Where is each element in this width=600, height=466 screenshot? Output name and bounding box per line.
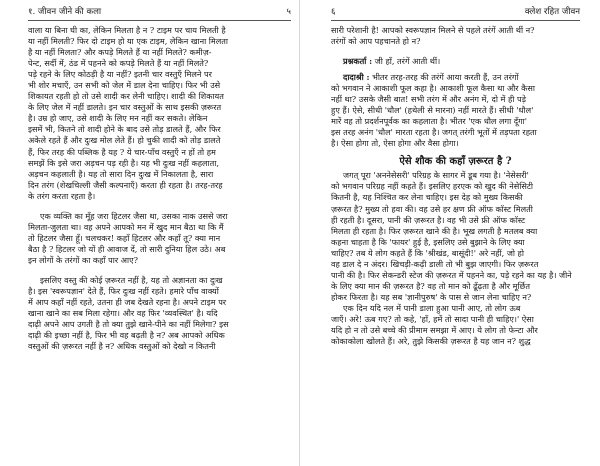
text-line: दाढ़ी की इच्छा नहीं है, फिर भी वह बढ़ती है न? अब आपको अधिक <box>28 330 225 341</box>
text-line: है या नहीं मिलता? और कपड़े मिलते हैं या नहीं मिलते? कमीज़- <box>28 47 212 58</box>
text-line: इसलिए वस्तु की कोई ज़रूरत नहीं है, यह तो अज्ञानता का दुःख <box>40 274 223 285</box>
text-line: पड़े रहने के लिए कोठड़ी है या नहीं? इतनी चार वस्तुएँ मिलने पर <box>28 69 212 80</box>
text-line: दाढ़ी अपने आप उगती है तो क्या तुझे खाने-पीने का नहीं मिलेगा? इस <box>28 319 229 330</box>
text-line: के लिए जेल में नहीं डालते। इन चार वस्तुओं के साथ इसकी ज़रूरत <box>28 102 222 113</box>
text-line: दिन तरंग (शेखचिल्ली जैसी कल्पनाएँ) करता ही रहता है। तरह-तरह <box>28 179 223 190</box>
text-line: हुए हैं। ऐसे, सीधी 'धौल' (हथेली से मारना) नहीं मारते हैं। सीधी 'धौल' <box>331 105 534 116</box>
text-line: है। ऐसा होगा तो, ऐसा होगा और वैसा होगा। <box>331 138 459 149</box>
text-line: के लिए क्या मान की ज़रूरत है? वह तो मान को ढूँढ़ता है और मूर्छित <box>331 280 530 291</box>
text-line: इन लोगों के तरंगों का कहाँ पार आए? <box>28 254 138 265</box>
text-line: कहना चाहता है कि 'फायर' हुई है, इसलिए उसे बुझाने के लिए क्या <box>331 236 525 247</box>
text-line: पेन्ट, सर्दी में, ठंड में पहनने को कपड़े मिलते हैं या नहीं मिलते? <box>28 58 209 69</box>
text-line: मिलता ही रहता है। फिर ज़रूरत खाने की है। भूख लगती है मतलब क्या <box>331 225 538 236</box>
answer-line <box>331 72 580 83</box>
right-paragraph-2 <box>331 83 580 149</box>
text-line: बैठा है ? हिटलर जो यों ही आवाज दें, तो सारी दुनिया हिल उठे। अब <box>28 243 226 254</box>
text-line: शिकायत रहती हो तो उसे शादी कर लेनी चाहिए। शादी की शिकायत <box>28 91 224 102</box>
text-line: भी शोर मचाएँ, उन सभी को जेल में डाल देना चाहिए। फिर भी उसे <box>28 80 221 91</box>
speaker-questioner: प्रश्नकर्ता : <box>343 56 373 67</box>
text-line: में आप कहाँ नहीं रहते, उतना ही जब देखते रहना है। अपने टाइम पर <box>28 297 227 308</box>
text-line: है। उम्र हो जाए, उसे शादी के लिए मन नहीं कर सकते। लेकिन <box>28 113 208 124</box>
text-line: तरंगों को आप पहचानते हो न? <box>331 36 421 47</box>
text-line: या नहीं मिलती? फिर दो टाइम हो या एक टाइम, लेकिन खाना मिलता <box>28 36 228 47</box>
text-line: अकेले रहते हैं और दुःख मोल लेते हैं। हो चुकी शादी को तोड़ डालते <box>28 135 221 146</box>
text-line: अड़चन कहलाती है। यह तो सारा दिन दुःख में निकालता है, सारा <box>28 168 214 179</box>
page-number: ६ <box>331 7 336 17</box>
text-line: कोकाकोला खोलते हैं। अरे, तुझे किसकी ज़रूरत है यह जान न? शुद्ध <box>331 336 531 347</box>
right-page <box>301 0 600 466</box>
left-page-header <box>28 6 291 21</box>
page-number: ५ <box>286 7 291 17</box>
text-line: मारें वह तो प्रदर्शनपूर्वक का कहलाता है। भीतर 'एक धौल लगा दूँगा' <box>331 116 528 127</box>
text-line: वाला या बिना घी का, लेकिन मिलता है न ? टाइम पर चाय मिलती है <box>28 25 226 35</box>
text-line: इसमें भी, कितने तो शादी होने के बाद उसे तोड़ डालते हैं, और फिर <box>28 124 221 135</box>
text-line: को भगवान ने आकाशी फूल कहा है। आकाशी फूल कैसा था और कैसा <box>331 83 536 94</box>
text-line: ही रहती है। दूसरा, पानी की ज़रूरत है। वह भी उसे फ्री ऑफ कॉस्ट <box>331 214 526 225</box>
text-line: जगत् पूरा 'अननेसेसरी' परिग्रह के सागर में डूब गया है। 'नेसेसरी' <box>343 170 529 181</box>
text-line: मिलता-जुलता था। वह अपने आपको मन में खुद मान बैठा था कि मैं <box>28 221 224 232</box>
chapter-title: १. जीवन जीने की कला <box>28 7 102 17</box>
right-paragraph-3 <box>331 170 580 347</box>
text-line: को भगवान परिग्रह नहीं कहते हैं। इसलिए हरएक को खुद की नेसेसिटी <box>331 181 534 192</box>
text-line: इस तरह अनंग 'धौल' मारता रहता है। जगत् तरंगी भूतों में तड़पता रहता <box>331 127 537 138</box>
text-line: वस्तुओं की ज़रूरत नहीं है न? अधिक वस्तुओं को देखो न कितनी <box>28 341 216 352</box>
left-paragraph-3 <box>28 275 291 352</box>
text-line: सारी परेशानी है! आपको स्वरूपज्ञान मिलने से पहले तरंगें आती थीं न? <box>331 25 535 35</box>
text-line: पानी की है। फिर सेकन्डरी स्टेज की ज़रूरत में पहनने का, पड़े रहने का यह है। जीने <box>331 269 572 280</box>
book-title: क्लेश रहित जीवन <box>524 7 580 17</box>
text-line: होकर फिरता है। यह सब 'ज्ञानीपुरुष' के पास से जान लेना चाहिए न? <box>331 291 532 302</box>
answer-text: भीतर तरह-तरह की तरंगें आया करती हैं, उन तरंगों <box>369 72 519 83</box>
right-page-header <box>331 6 580 21</box>
section-heading: ऐसे शौक की कहाँ ज़रूरत है ? <box>399 156 512 168</box>
text-line: एक दिन यदि नल में पानी डाला हुआ पानी आए, तो लोग ऊब <box>343 302 521 313</box>
text-line: कितनी है, यह निश्चित कर लेना चाहिए। इस देह को मुख्य किसकी <box>331 192 523 203</box>
text-line: खाना खाने का सब मिला रहेगा। और वह फिर 'व्यवस्थित' है। यदि <box>28 308 218 319</box>
text-line: है। इस 'स्वरूपज्ञान' देते हैं, फिर दुःख नहीं रहते। हमारे पाँच वाक्यों <box>28 286 219 297</box>
text-line: हैं, फिर तरह की पब्लिक है यह ? ये चार-पाँच वस्तुएँ न हों तो हम <box>28 146 216 157</box>
speaker-dadashri: दादाश्री : <box>343 72 370 83</box>
text-line: समझें कि इसे जरा अड़चन पड़ रही है। यह भी दुःख नहीं कहलाता, <box>28 157 219 168</box>
text-line: के तरंग करता रहता है। <box>28 190 96 201</box>
question-line <box>331 56 580 67</box>
text-line: नहीं था? उसके जैसी बात! सभी तरंग में और अनंग में, दो में ही पड़े <box>331 94 526 105</box>
left-paragraph-2 <box>28 211 291 266</box>
text-line: जाएँ। अरे! ऊब गए? तो कहे, 'हाँ, हमें तो सादा पानी ही चाहिए।' ऐसा <box>331 313 534 324</box>
right-paragraph-1 <box>331 25 580 47</box>
text-line: तो हिटलर जैसा हूँ। चलचकर! कहाँ हिटलर और कहाँ तू? क्या मान <box>28 232 221 243</box>
left-paragraph-1 <box>28 25 291 202</box>
text-line: एक व्यक्ति का मूँह जरा हिटलर जैसा था, उसका नाक उससे जरा <box>40 210 228 221</box>
question-text: जी हाँ, तरंगें आती थीं। <box>372 56 441 67</box>
text-line: यदि हो न तो उसे बच्चे की प्रीमाम समझा में आए। ये लोग तो फेन्टा और <box>331 325 538 336</box>
text-line: वह डाल दे न अंदर। खिचड़ी-कढ़ी डाली तो भी बुझ जाएगी। फिर ज़रूरत <box>331 258 539 269</box>
text-line: चाहिए? तब ये लोग कहते हैं कि 'श्रीखंड, बासूंदी!' अरे नहीं, जो हो <box>331 247 524 258</box>
text-line: ज़रूरत है? मुख्य तो हवा की। वह उसे हर क्षण फ्री ऑफ कॉस्ट मिलती <box>331 203 533 214</box>
